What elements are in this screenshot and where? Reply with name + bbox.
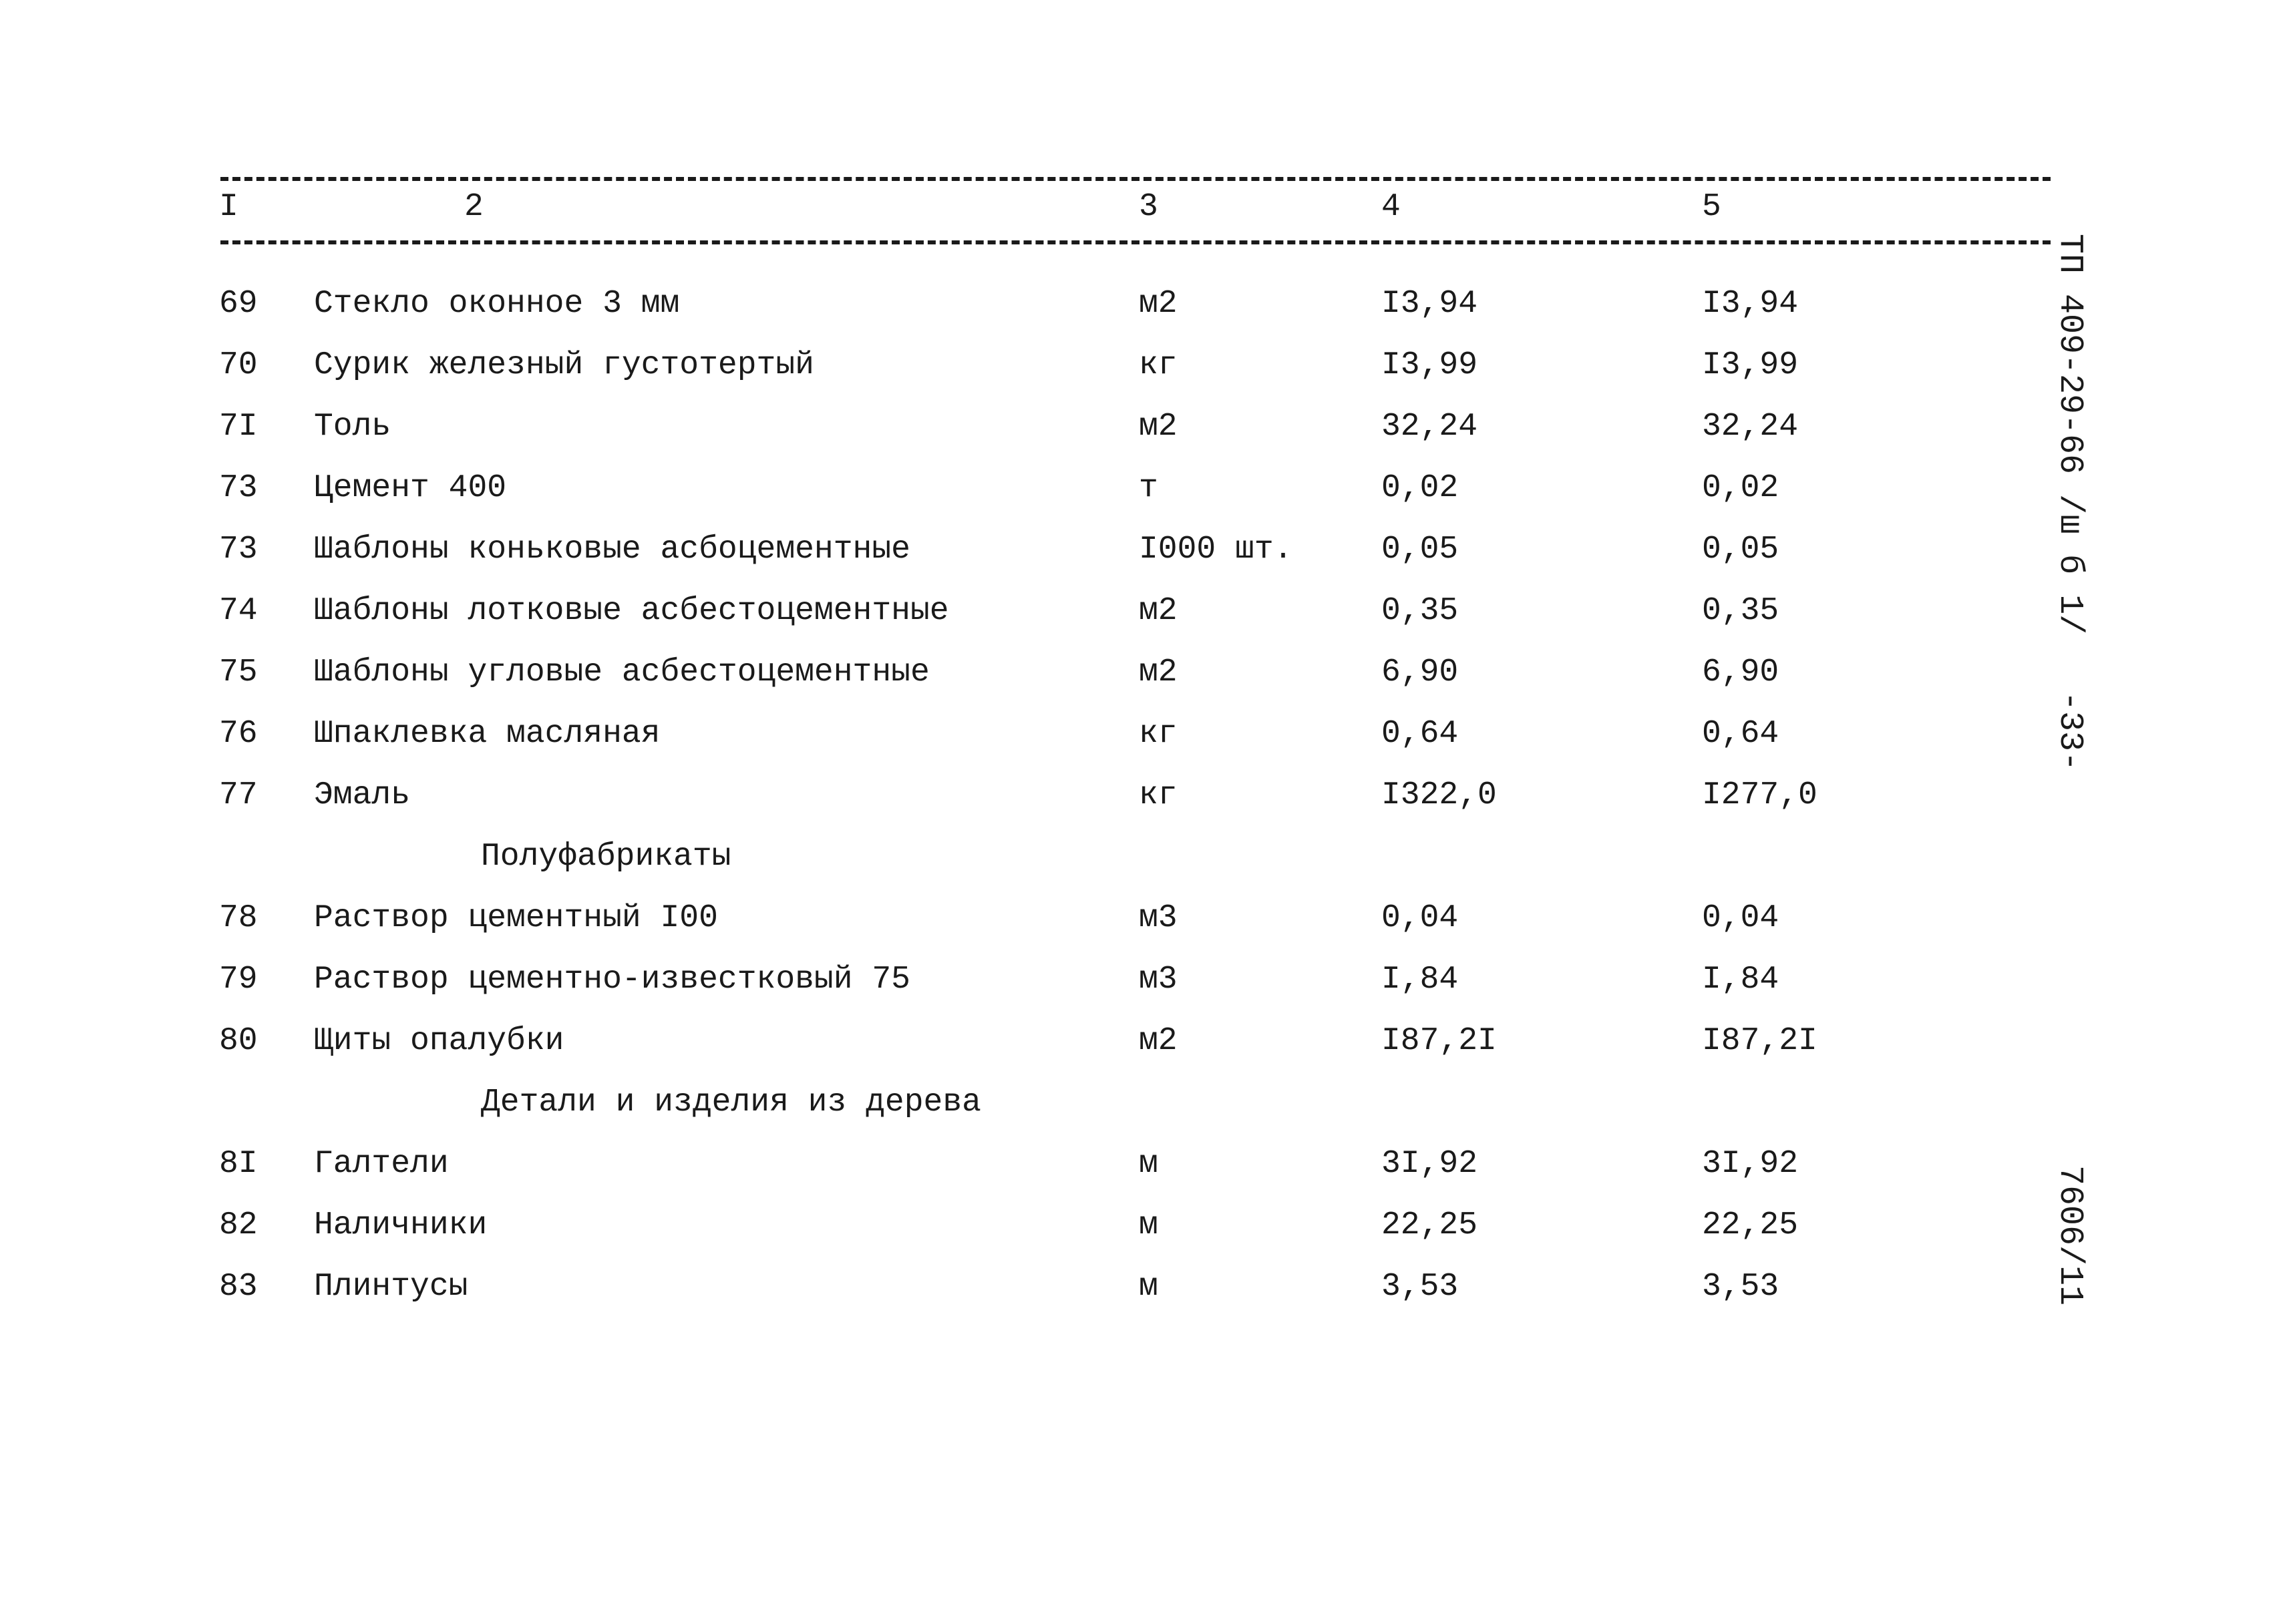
unit: кг (1139, 347, 1178, 383)
quantity-col5: 0,04 (1702, 900, 1779, 936)
quantity-col5: 3,53 (1702, 1269, 1779, 1305)
row-number: 82 (219, 1207, 258, 1243)
quantity-col4: 0,02 (1381, 470, 1459, 506)
column-header-5: 5 (1702, 189, 1721, 225)
unit: м3 (1139, 962, 1178, 998)
quantity-col4: 6,90 (1381, 654, 1459, 690)
row-number: 80 (219, 1023, 258, 1059)
unit: кг (1139, 716, 1178, 752)
column-header-2: 2 (464, 189, 484, 225)
row-number: 83 (219, 1269, 258, 1305)
quantity-col4: I3,94 (1381, 286, 1478, 322)
unit: м (1139, 1207, 1158, 1243)
quantity-col4: 0,35 (1381, 593, 1459, 629)
margin-document-code: ТП 409-29-66 /ш б 1/ (2051, 234, 2089, 635)
material-name: Шаблоны коньковые асбоцементные (314, 532, 910, 568)
unit: м2 (1139, 1023, 1178, 1059)
quantity-col4: I322,0 (1381, 777, 1497, 813)
unit: т (1139, 470, 1158, 506)
unit: I000 шт. (1139, 532, 1293, 568)
quantity-col4: 0,04 (1381, 900, 1459, 936)
material-name: Шаблоны угловые асбестоцементные (314, 654, 930, 690)
material-name: Толь (314, 409, 391, 445)
material-name: Шпаклевка масляная (314, 716, 661, 752)
section-heading-semi-finished: Полуфабрикаты (481, 839, 731, 875)
table-top-rule (220, 177, 2051, 181)
material-name: Цемент 400 (314, 470, 507, 506)
column-header-3: 3 (1139, 189, 1158, 225)
row-number: 69 (219, 286, 258, 322)
quantity-col4: 32,24 (1381, 409, 1478, 445)
row-number: 74 (219, 593, 258, 629)
quantity-col5: 0,64 (1702, 716, 1779, 752)
column-header-4: 4 (1381, 189, 1401, 225)
quantity-col4: 3I,92 (1381, 1146, 1478, 1182)
margin-page-number: -33- (2051, 691, 2089, 772)
section-heading-wood-parts: Детали и изделия из дерева (481, 1084, 981, 1121)
quantity-col5: 22,25 (1702, 1207, 1799, 1243)
row-number: 70 (219, 347, 258, 383)
quantity-col5: I277,0 (1702, 777, 1817, 813)
quantity-col5: I3,94 (1702, 286, 1799, 322)
table-header-rule (220, 240, 2051, 244)
material-name: Раствор цементно-известковый 75 (314, 962, 910, 998)
quantity-col4: 3,53 (1381, 1269, 1459, 1305)
quantity-col4: 0,05 (1381, 532, 1459, 568)
quantity-col5: I,84 (1702, 962, 1779, 998)
material-name: Наличники (314, 1207, 488, 1243)
quantity-col5: I3,99 (1702, 347, 1799, 383)
quantity-col5: 6,90 (1702, 654, 1779, 690)
row-number: 7I (219, 409, 258, 445)
quantity-col5: 0,35 (1702, 593, 1779, 629)
unit: м2 (1139, 593, 1178, 629)
quantity-col5: 0,05 (1702, 532, 1779, 568)
material-name: Шаблоны лотковые асбестоцементные (314, 593, 949, 629)
row-number: 73 (219, 532, 258, 568)
row-number: 79 (219, 962, 258, 998)
quantity-col5: I87,2I (1702, 1023, 1817, 1059)
row-number: 73 (219, 470, 258, 506)
unit: кг (1139, 777, 1178, 813)
row-number: 8I (219, 1146, 258, 1182)
quantity-col5: 32,24 (1702, 409, 1799, 445)
unit: м (1139, 1146, 1158, 1182)
quantity-col4: I,84 (1381, 962, 1459, 998)
quantity-col4: 22,25 (1381, 1207, 1478, 1243)
material-name: Эмаль (314, 777, 411, 813)
unit: м (1139, 1269, 1158, 1305)
material-name: Раствор цементный I00 (314, 900, 718, 936)
row-number: 77 (219, 777, 258, 813)
material-name: Галтели (314, 1146, 449, 1182)
row-number: 75 (219, 654, 258, 690)
column-header-1: I (219, 189, 238, 225)
row-number: 76 (219, 716, 258, 752)
quantity-col5: 0,02 (1702, 470, 1779, 506)
material-name: Стекло оконное 3 мм (314, 286, 680, 322)
material-name: Сурик железный густотертый (314, 347, 814, 383)
material-name: Щиты опалубки (314, 1023, 564, 1059)
row-number: 78 (219, 900, 258, 936)
unit: м2 (1139, 286, 1178, 322)
unit: м2 (1139, 409, 1178, 445)
quantity-col4: 0,64 (1381, 716, 1459, 752)
unit: м3 (1139, 900, 1178, 936)
quantity-col4: I87,2I (1381, 1023, 1497, 1059)
quantity-col4: I3,99 (1381, 347, 1478, 383)
material-name: Плинтусы (314, 1269, 468, 1305)
margin-sheet-mark: 7606/11 (2051, 1165, 2089, 1306)
quantity-col5: 3I,92 (1702, 1146, 1799, 1182)
unit: м2 (1139, 654, 1178, 690)
